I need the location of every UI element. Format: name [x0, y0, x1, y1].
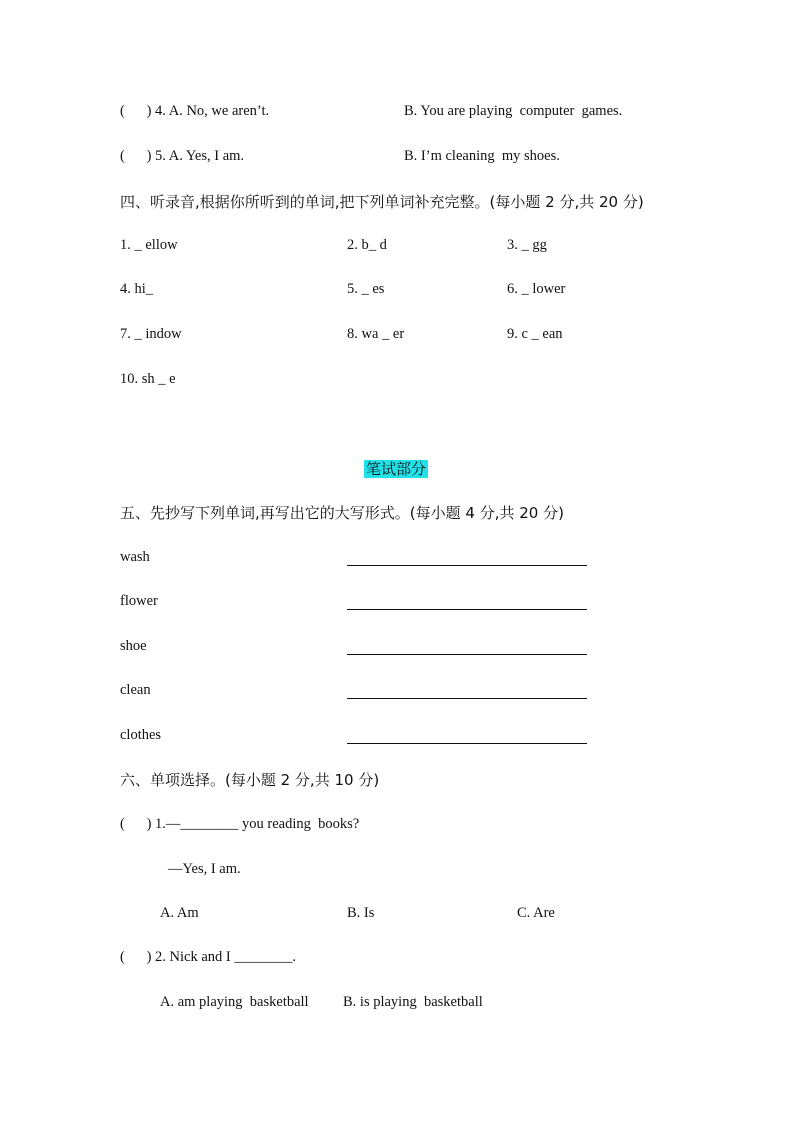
fill-item-5: 5. _ es — [347, 281, 385, 297]
copy-word-2: flower — [120, 593, 158, 609]
fill-item-4: 4. hi_ — [120, 281, 154, 297]
choice-1-option-c: C. Are — [517, 905, 555, 921]
question-5-stem: ( ) 5. A. Yes, I am. — [120, 148, 245, 164]
choice-2-option-a: A. am playing basketball — [160, 994, 309, 1010]
copy-line-5 — [347, 743, 587, 744]
copy-word-5: clothes — [120, 727, 162, 743]
fill-item-1: 1. _ ellow — [120, 237, 178, 253]
fill-item-9: 9. c _ ean — [507, 326, 563, 342]
fill-item-3: 3. _ gg — [507, 237, 547, 253]
choice-1-stem: ( ) 1.—________ you reading books? — [120, 816, 360, 832]
choice-2-stem: ( ) 2. Nick and I ________. — [120, 949, 296, 965]
written-part-title: 笔试部分 — [366, 460, 427, 478]
copy-line-4 — [347, 698, 587, 699]
copy-word-3: shoe — [120, 638, 147, 654]
fill-item-2: 2. b_ d — [347, 237, 387, 253]
choice-2-option-b: B. is playing basketball — [343, 994, 483, 1010]
copy-word-1: wash — [120, 549, 150, 565]
copy-line-3 — [347, 654, 587, 655]
fill-item-7: 7. _ indow — [120, 326, 182, 342]
question-5-option-b: B. I’m cleaning my shoes. — [404, 148, 560, 164]
copy-word-4: clean — [120, 682, 151, 698]
question-4-stem: ( ) 4. A. No, we aren’t. — [120, 103, 270, 119]
section-6-heading: 六、单项选择。(每小题 2 分,共 10 分) — [120, 771, 380, 789]
copy-line-2 — [347, 609, 587, 610]
fill-item-6: 6. _ lower — [507, 281, 566, 297]
fill-item-10: 10. sh _ e — [120, 371, 176, 387]
fill-item-8: 8. wa _ er — [347, 326, 405, 342]
question-4-option-b: B. You are playing computer games. — [404, 103, 623, 119]
section-5-heading: 五、先抄写下列单词,再写出它的大写形式。(每小题 4 分,共 20 分) — [120, 504, 564, 522]
section-4-heading: 四、听录音,根据你所听到的单词,把下列单词补充完整。(每小题 2 分,共 20 分) — [120, 193, 644, 211]
copy-line-1 — [347, 565, 587, 566]
choice-1-option-a: A. Am — [160, 905, 199, 921]
choice-1-option-b: B. Is — [347, 905, 375, 921]
choice-1-answer: —Yes, I am. — [168, 861, 241, 877]
